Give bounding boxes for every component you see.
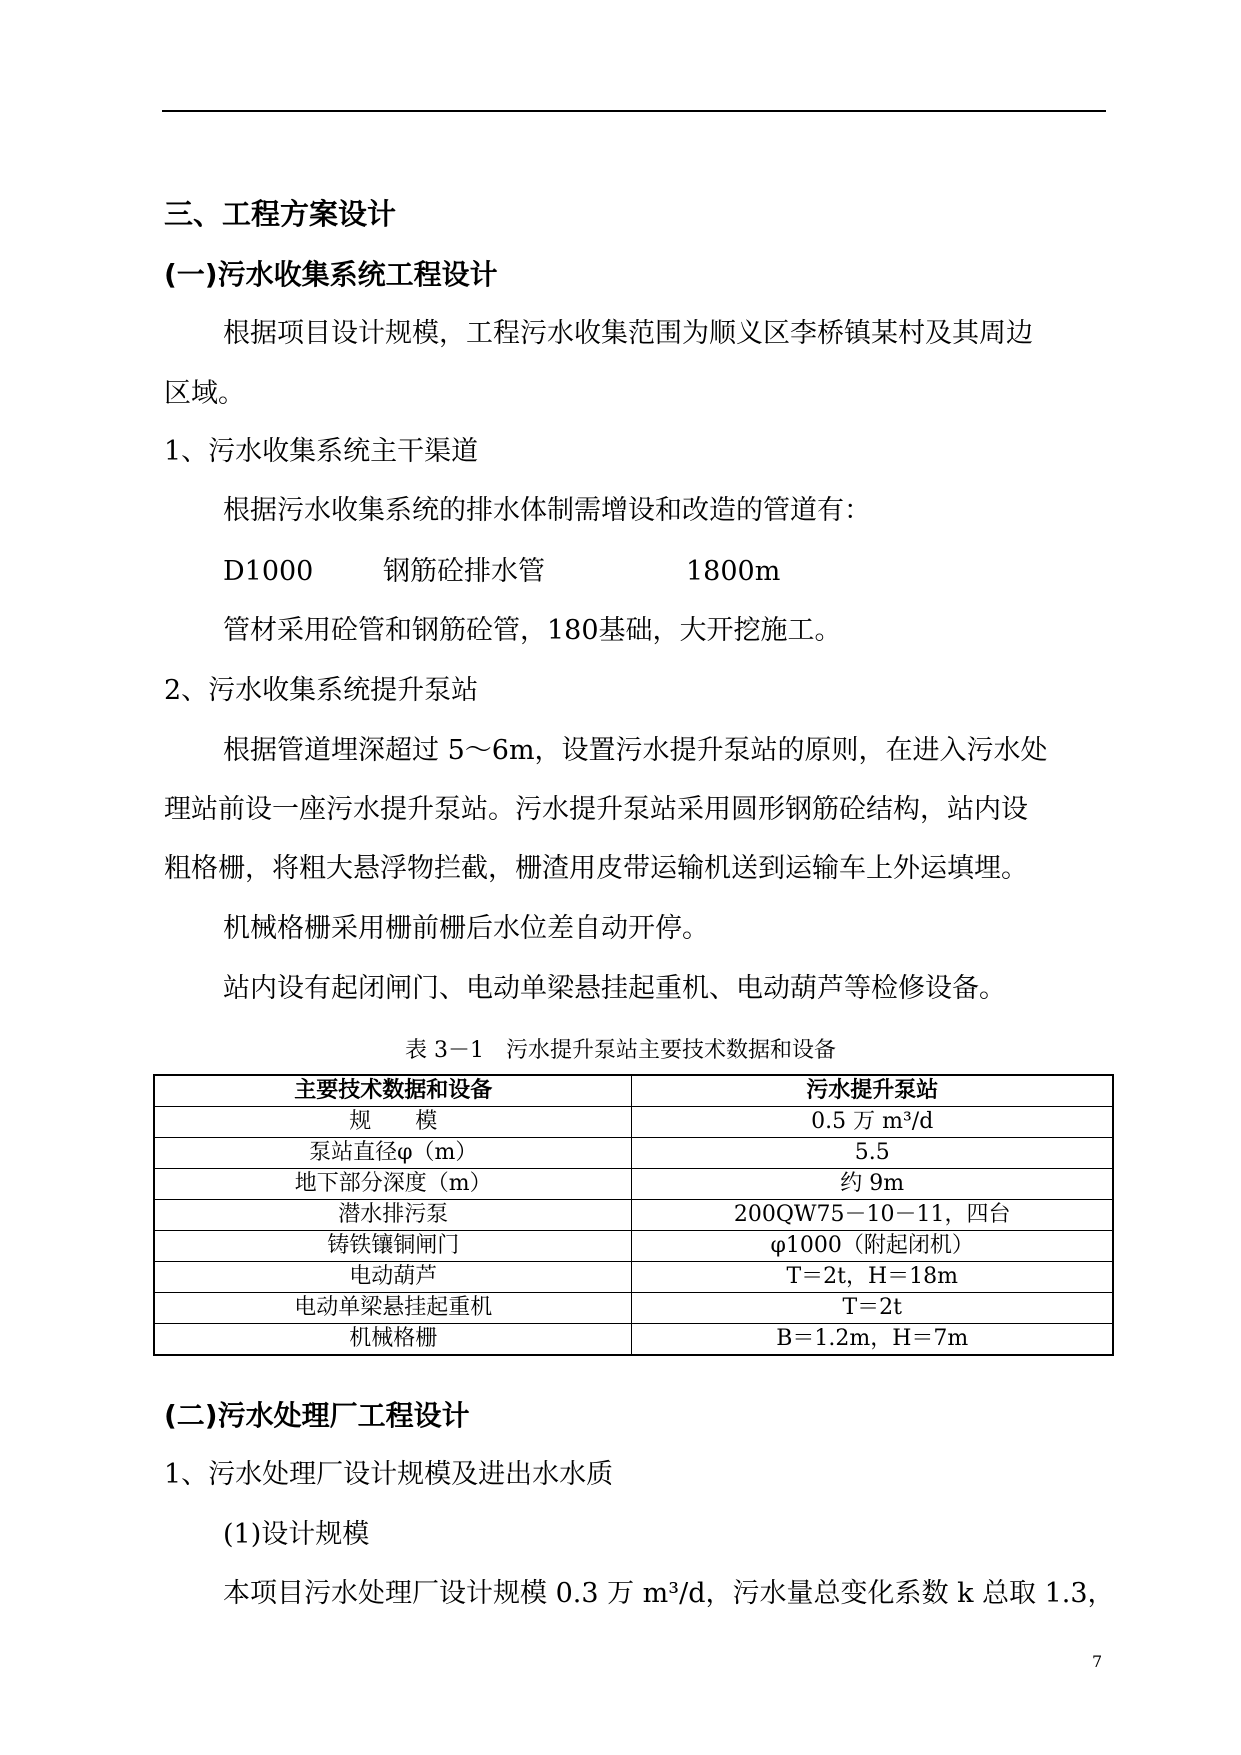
table-caption: 表 3－1 污水提升泵站主要技术数据和设备 xyxy=(405,1038,836,1063)
pipe-size: D1000 xyxy=(223,556,314,587)
paragraph-5: 机械格栅采用栅前栅后水位差自动开停。 xyxy=(223,913,709,944)
section-title: 三、工程方案设计 xyxy=(164,197,397,231)
paragraph-4-line-2: 理站前设一座污水提升泵站。污水提升泵站采用圆形钢筋砼结构，站内设 xyxy=(164,794,1028,825)
table-row xyxy=(154,1262,1113,1293)
pump-station-table xyxy=(153,1074,1114,1356)
table-cell: 200QW75－10－11，四台 xyxy=(632,1200,1113,1231)
table-cell: 电动单梁悬挂起重机 xyxy=(154,1293,632,1324)
paragraph-1-line-2: 区域。 xyxy=(164,378,245,409)
pipe-material: 钢筋砼排水管 xyxy=(383,556,545,587)
table-row xyxy=(154,1293,1113,1324)
table-cell: 0.5 万 m³/d xyxy=(632,1107,1113,1138)
table-cell: 潜水排污泵 xyxy=(154,1200,632,1231)
table-cell: 机械格栅 xyxy=(154,1324,632,1356)
pipe-length: 1800m xyxy=(686,556,781,587)
subsection-title-2: (二)污水处理厂工程设计 xyxy=(164,1399,470,1432)
table-cell: B＝1.2m，H＝7m xyxy=(632,1324,1113,1356)
paragraph-4-line-3: 粗格栅，将粗大悬浮物拦截，栅渣用皮带运输机送到运输车上外运填埋。 xyxy=(164,853,1028,884)
table-cell: T＝2t xyxy=(632,1293,1113,1324)
table-header-cell: 污水提升泵站 xyxy=(632,1075,1113,1107)
table-cell: 约 9m xyxy=(632,1169,1113,1200)
item-1-title: 1、污水收集系统主干渠道 xyxy=(164,436,479,467)
paragraph-7: 本项目污水处理厂设计规模 0.3 万 m³/d，污水量总变化系数 k 总取 1.3， xyxy=(223,1578,1115,1609)
paragraph-2: 根据污水收集系统的排水体制需增设和改造的管道有： xyxy=(223,495,871,526)
item-2-title: 2、污水收集系统提升泵站 xyxy=(164,675,479,706)
table-cell: 地下部分深度（m） xyxy=(154,1169,632,1200)
table-cell: φ1000（附起闭机） xyxy=(632,1231,1113,1262)
paragraph-3: 管材采用砼管和钢筋砼管，180基础，大开挖施工。 xyxy=(223,615,842,646)
paragraph-6: 站内设有起闭闸门、电动单梁悬挂起重机、电动葫芦等检修设备。 xyxy=(223,973,1006,1004)
table-row xyxy=(154,1138,1113,1169)
page-number: 7 xyxy=(1092,1652,1103,1671)
table-cell: 5.5 xyxy=(632,1138,1113,1169)
table-cell: 泵站直径φ（m） xyxy=(154,1138,632,1169)
pipe-spec-row xyxy=(223,554,823,590)
table-row xyxy=(154,1200,1113,1231)
table-row xyxy=(154,1169,1113,1200)
table-cell: 电动葫芦 xyxy=(154,1262,632,1293)
table-row xyxy=(154,1324,1113,1356)
item-3-subtitle: (1)设计规模 xyxy=(223,1519,370,1550)
item-3-title: 1、污水处理厂设计规模及进出水水质 xyxy=(164,1459,614,1490)
table-header-cell: 主要技术数据和设备 xyxy=(154,1075,632,1107)
table-cell: 铸铁镶铜闸门 xyxy=(154,1231,632,1262)
table-row xyxy=(154,1231,1113,1262)
subsection-title-1: (一)污水收集系统工程设计 xyxy=(164,258,498,291)
table-row xyxy=(154,1107,1113,1138)
table-cell: T＝2t，H＝18m xyxy=(632,1262,1113,1293)
paragraph-4-line-1: 根据管道埋深超过 5～6m，设置污水提升泵站的原则，在进入污水处 xyxy=(223,735,1048,766)
table-cell: 规 模 xyxy=(154,1107,632,1138)
paragraph-1-line-1: 根据项目设计规模，工程污水收集范围为顺义区李桥镇某村及其周边 xyxy=(223,318,1033,349)
header-rule xyxy=(162,110,1106,112)
table-header-row xyxy=(154,1075,1113,1107)
